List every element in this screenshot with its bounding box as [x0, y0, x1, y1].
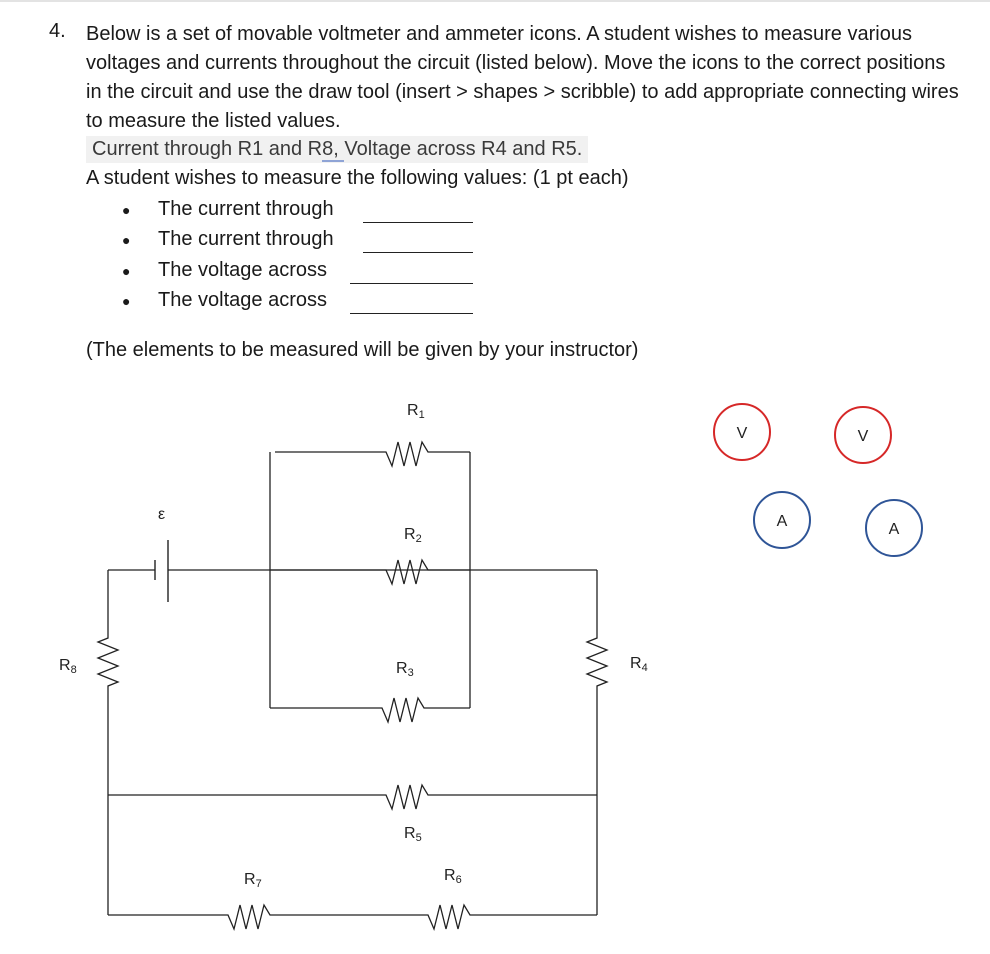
- label-r3: R3: [396, 660, 414, 679]
- bullet-marker: ●: [122, 202, 131, 218]
- wire-r5: [108, 785, 597, 809]
- label-r6: R6: [444, 867, 462, 886]
- wire-r2: [270, 560, 470, 584]
- instructor-note: (The elements to be measured will be given by your instructor): [86, 339, 639, 361]
- bullet-marker: ●: [122, 232, 131, 248]
- voltmeter-label: V: [857, 428, 869, 445]
- ammeter-icon[interactable]: [866, 500, 922, 556]
- label-r1: R1: [407, 402, 425, 421]
- question-number: 4.: [49, 20, 66, 42]
- ammeter-label: A: [888, 521, 900, 538]
- wire-r1: [275, 442, 470, 466]
- bullet-text: The voltage across: [158, 289, 327, 311]
- label-r8: R8: [59, 657, 77, 676]
- bullet-text: The voltage across: [158, 259, 327, 281]
- wire-r3: [270, 698, 470, 722]
- question-paragraph: Below is a set of movable voltmeter and ammeter icons. A student wishes to measure various voltages and currents throughout the circuit (listed below). Move the icons to the correct positions in the circuit and use the draw tool (insert > shapes > scribble) to add appropriate connecting wires to measure the listed values.: [86, 23, 959, 132]
- wire-left-with-r8: [98, 570, 118, 915]
- highlight-part2: Voltage across R4 and R5.: [344, 138, 583, 160]
- voltmeter-icon[interactable]: [714, 404, 770, 460]
- voltmeter-icon[interactable]: [835, 407, 891, 463]
- emf-symbol: ε: [158, 506, 166, 523]
- ammeter-label: A: [776, 513, 788, 530]
- wire-bottom-r7-r6: [108, 905, 597, 929]
- ammeter-icon[interactable]: [754, 492, 810, 548]
- label-r5: R5: [404, 825, 422, 844]
- highlight-part1: Current through R1 and R: [92, 138, 323, 160]
- voltmeter-label: V: [736, 425, 748, 442]
- bullet-marker: ●: [122, 263, 131, 279]
- label-r7: R7: [244, 871, 262, 890]
- label-r4: R4: [630, 655, 648, 674]
- label-r2: R2: [404, 526, 422, 545]
- bullet-text: The current through: [158, 228, 334, 250]
- bullet-marker: ●: [122, 293, 131, 309]
- wire-right-with-r4: [587, 570, 607, 915]
- bullet-text: The current through: [158, 198, 334, 220]
- instruction-line: A student wishes to measure the following values: (1 pt each): [86, 167, 629, 189]
- highlight-underlined: 8,: [322, 138, 345, 160]
